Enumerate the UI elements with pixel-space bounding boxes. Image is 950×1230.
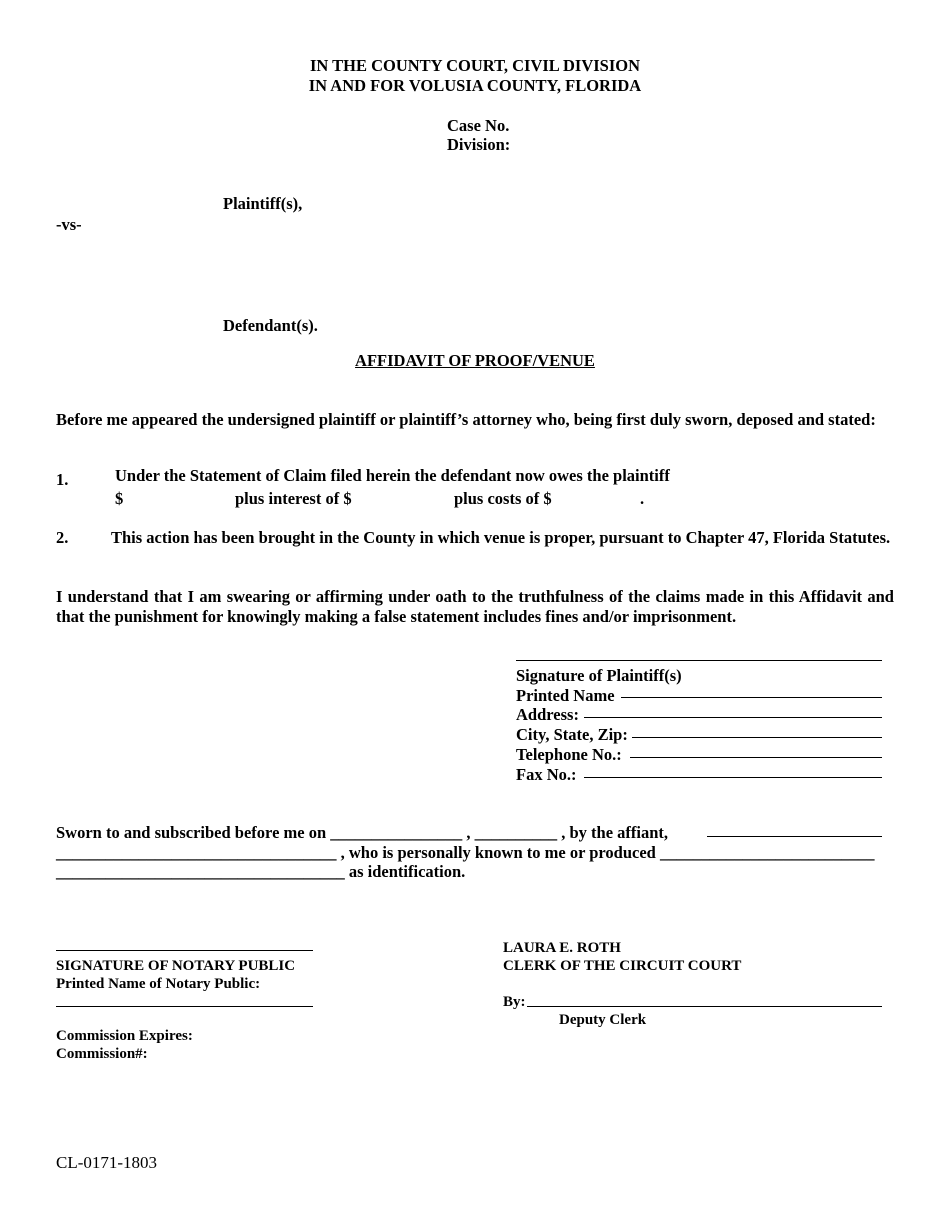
document-title: AFFIDAVIT OF PROOF/VENUE bbox=[355, 351, 595, 370]
address-line[interactable] bbox=[584, 717, 882, 718]
item2-text: This action has been brought in the County in which venue is proper, pursuant to Chapter 47, Florida Statutes. bbox=[111, 528, 891, 547]
intro-paragraph: Before me appeared the undersigned plaintiff or plaintiff’s attorney who, being first duly sworn, deposed and stated: bbox=[56, 410, 876, 429]
case-no-label: Case No. bbox=[447, 116, 510, 135]
notary-printed-name-line[interactable] bbox=[56, 1006, 313, 1007]
commission-number-label: Commission#: bbox=[56, 1046, 148, 1062]
court-heading-line2: IN AND FOR VOLUSIA COUNTY, FLORIDA bbox=[308, 76, 642, 95]
telephone-label: Telephone No.: bbox=[516, 745, 622, 764]
notary-signature-line[interactable] bbox=[56, 950, 313, 951]
sworn-line2: __________________________________ , who is personally known to me or produced __________________________ bbox=[56, 843, 875, 862]
commission-expires-label: Commission Expires: bbox=[56, 1028, 193, 1044]
item1-costs-label: plus costs of $ bbox=[454, 489, 552, 508]
defendant-label: Defendant(s). bbox=[223, 316, 318, 335]
oath-statement: I understand that I am swearing or affirming under oath to the truthfulness of the claims made in this Affidavit and that the punishment for knowingly making a false statement includes fines and/or imprisonment. bbox=[56, 587, 894, 626]
plaintiff-label: Plaintiff(s), bbox=[223, 194, 303, 213]
clerk-by-label: By: bbox=[503, 994, 526, 1010]
item1-period: . bbox=[640, 489, 645, 508]
printed-name-label: Printed Name bbox=[516, 686, 615, 705]
city-state-zip-line[interactable] bbox=[632, 737, 882, 738]
printed-name-line[interactable] bbox=[621, 697, 882, 698]
form-number: CL-0171-1803 bbox=[56, 1153, 158, 1172]
division-label: Division: bbox=[447, 135, 511, 154]
affiant-name-line[interactable] bbox=[707, 836, 882, 837]
city-state-zip-label: City, State, Zip: bbox=[516, 725, 628, 744]
deputy-clerk-signature-line[interactable] bbox=[527, 1006, 882, 1007]
sworn-line3: ___________________________________ as identification. bbox=[56, 862, 466, 881]
item1-text: Under the Statement of Claim filed herein the defendant now owes the plaintiff bbox=[115, 466, 670, 485]
vs-label: -vs- bbox=[56, 215, 82, 234]
item1-amount-dollar: $ bbox=[115, 489, 124, 508]
address-label: Address: bbox=[516, 705, 579, 724]
clerk-name: LAURA E. ROTH bbox=[503, 940, 621, 956]
fax-line[interactable] bbox=[584, 777, 882, 778]
sworn-line1: Sworn to and subscribed before me on ________________ , __________ , by the affiant, bbox=[56, 823, 669, 842]
plaintiff-signature-line[interactable] bbox=[516, 660, 882, 661]
item1-number: 1. bbox=[56, 470, 69, 489]
notary-printed-name-label: Printed Name of Notary Public: bbox=[56, 976, 261, 992]
plaintiff-signature-label: Signature of Plaintiff(s) bbox=[516, 666, 682, 685]
telephone-line[interactable] bbox=[630, 757, 882, 758]
item2-number: 2. bbox=[56, 528, 69, 547]
notary-signature-label: SIGNATURE OF NOTARY PUBLIC bbox=[56, 958, 296, 974]
clerk-title: CLERK OF THE CIRCUIT COURT bbox=[503, 958, 742, 974]
item1-interest-label: plus interest of $ bbox=[235, 489, 352, 508]
deputy-clerk-label: Deputy Clerk bbox=[559, 1012, 647, 1028]
fax-label: Fax No.: bbox=[516, 765, 577, 784]
court-heading-line1: IN THE COUNTY COURT, CIVIL DIVISION bbox=[309, 56, 641, 75]
